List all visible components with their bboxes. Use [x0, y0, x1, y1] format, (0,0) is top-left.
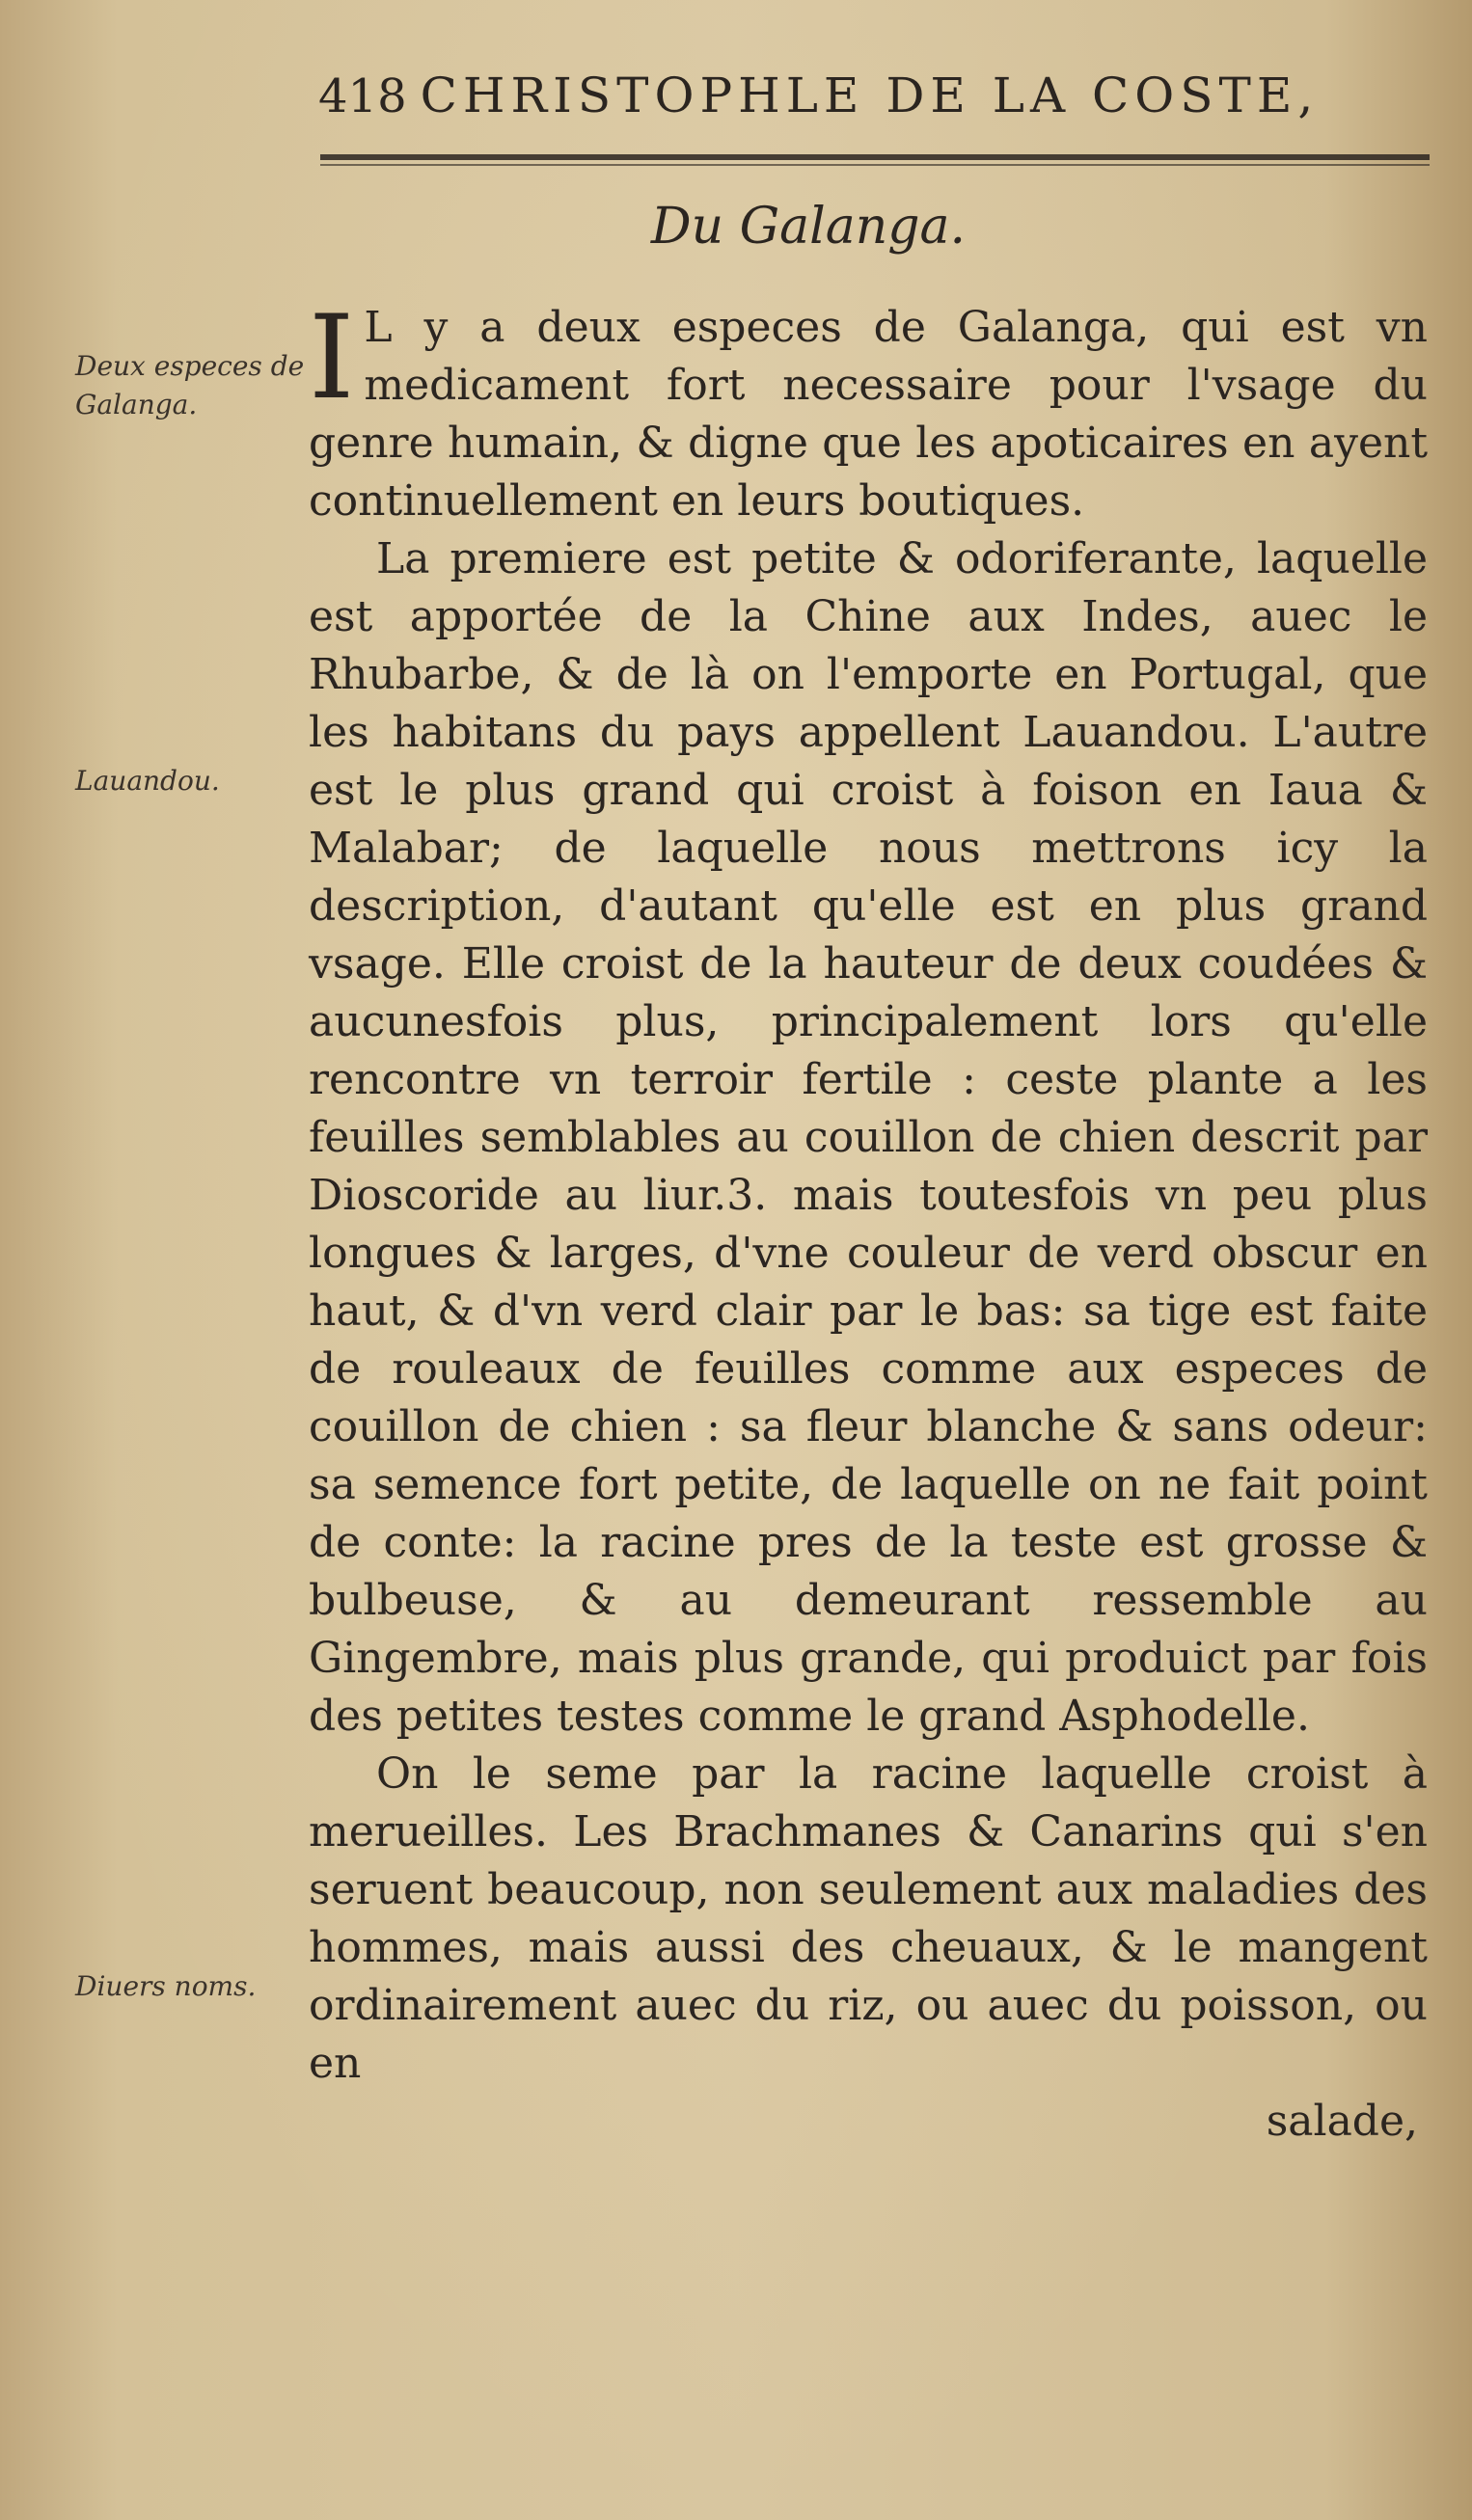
page-number: 418 [318, 69, 407, 123]
running-header [318, 68, 1428, 135]
section-title: Du Galanga. [650, 198, 967, 256]
paragraph-1 [309, 291, 1428, 530]
drop-cap: I [309, 291, 355, 425]
header-rule [320, 154, 1430, 160]
body-text [309, 291, 1428, 2151]
catchword: salade, [1266, 2097, 1418, 2146]
running-title: CHRISTOPHLE DE LA COSTE, [420, 68, 1320, 123]
header-rule-thin [320, 164, 1430, 166]
paragraph-2: La premiere est petite & odoriferante, laquelle est apportée de la Chine aux Indes, auec le Rhubarbe, & de là on l'emporte en Portugal, que les habitans du pays appellent Lauandou. L'autre est le plus grand qui croist à foison en Iaua & Malabar; de laquelle nous mettrons icy la description, d'autant qu'elle est en plus grand vsage. Elle croist de la hauteur de deux coudées & aucunesfois plus, principalement lors qu'elle rencontre vn terroir fertile : ceste plante a les feuilles semblables au couillon de chien descrit par Dioscoride au liur.3. mais toutesfois vn peu plus longues & larges, d'vne couleur de verd obscur en haut, & d'vn verd clair par le bas: sa tige est faite de rouleaux de feuilles comme aux especes de couillon de chien : sa fleur blanche & sans odeur: sa semence fort petite, de laquelle on ne fait point de conte: la racine pres de la teste est grosse & bulbeuse, & au demeurant ressemble au Gingembre, mais plus grande, qui produict par fois des petites testes comme le grand Asphodelle. [309, 534, 1428, 1741]
margin-note-deux-especes: Deux especes de Galanga. [75, 350, 305, 420]
margin-note-lauandou: Lauandou. [75, 765, 220, 797]
margin-note-diuers-noms: Diuers noms. [75, 1970, 257, 2002]
paragraph-3: On le seme par la racine laquelle croist à merueilles. Les Brachmanes & Canarins qui s'en seruent beaucoup, non seulement aux maladies des hommes, mais aussi des cheuaux, & le mangent ordinairement auec du riz, ou auec du poisson, ou en [309, 1749, 1428, 2088]
paragraph-1-text: L y a deux especes de Galanga, qui est vn medicament fort necessaire pour l'vsage du genre humain, & digne que les apoticaires en ayent continuellement en leurs boutiques. [309, 303, 1428, 526]
